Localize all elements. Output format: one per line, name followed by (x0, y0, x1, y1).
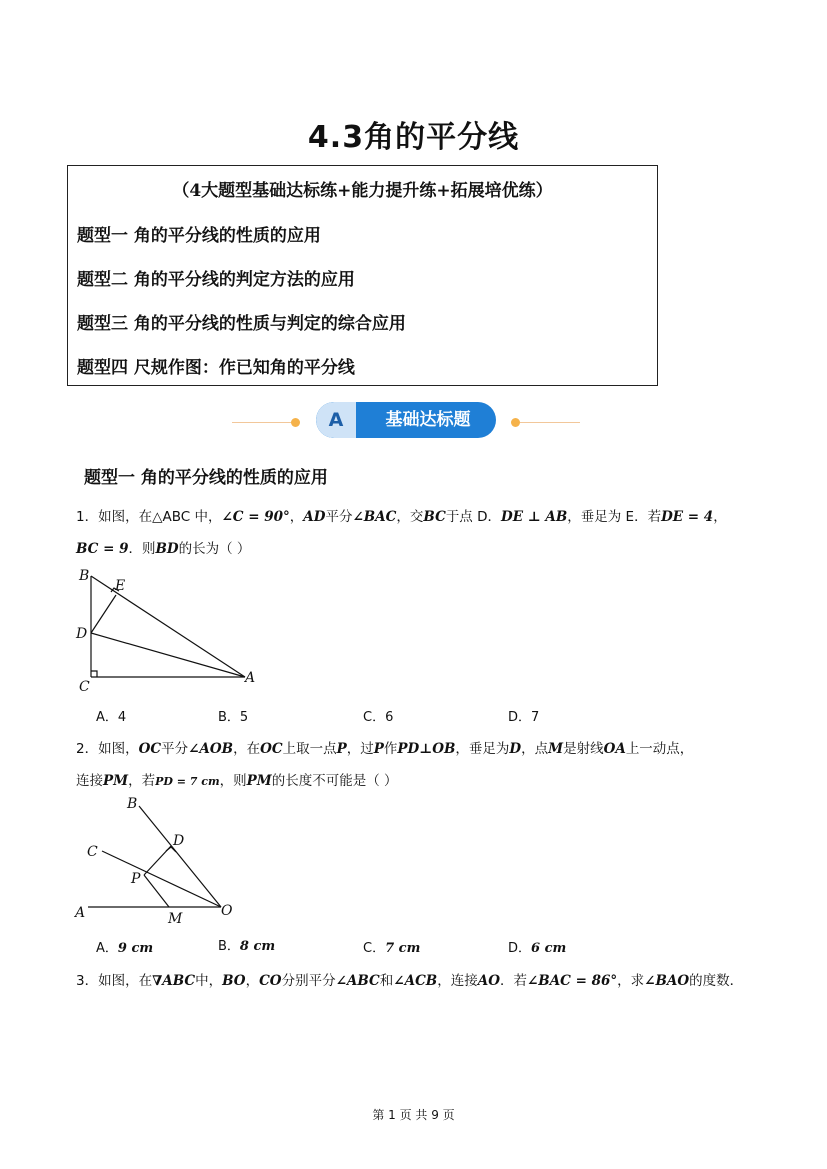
q1-text: 1．如图，在△ABC 中， (76, 509, 222, 525)
q2-math: ∠AOB (188, 741, 234, 757)
q2-text: 2．如图， (76, 741, 139, 757)
question-1-line-1 (76, 505, 727, 525)
figure-1 (70, 562, 270, 697)
q2-text: 连接 (76, 773, 103, 789)
fig1-label-b: B (79, 568, 90, 584)
q1-math: BC (423, 509, 446, 525)
q1-math: DE = 4 (661, 509, 714, 525)
q1-math: DE ⊥ AB (501, 509, 568, 525)
q2-text: 作 (383, 741, 398, 757)
q3-text: ，连接 (437, 973, 478, 989)
question-2-line-1 (76, 737, 693, 757)
fig1-label-d: D (76, 626, 88, 642)
q3-math: ∠BAO (644, 973, 690, 989)
q2-text: 上一动点， (625, 741, 694, 757)
fig2-label-m: M (168, 911, 183, 927)
q2-math: P (373, 741, 384, 757)
page-title: 4.3角的平分线 (307, 120, 520, 155)
q3-text: ，求 (617, 973, 645, 989)
q2-text: ，若 (128, 773, 156, 789)
q2-math: OA (603, 741, 626, 757)
q1-math: AD (303, 509, 326, 525)
q2-math: PD = 7 cm (155, 775, 220, 788)
q2-text: ，在 (233, 741, 261, 757)
q2-option-letter: D． (508, 941, 532, 956)
fig1-right-angle-c (91, 671, 97, 677)
fig2-label-d: D (173, 833, 185, 849)
fig2-ray-ob (139, 806, 221, 907)
q2-option-letter: A． (96, 941, 118, 956)
section-heading: 题型一 角的平分线的性质的应用 (84, 468, 328, 488)
question-3-line-1 (76, 969, 743, 989)
q1-text: 平分 (325, 509, 353, 525)
banner-letter: A (316, 402, 356, 438)
banner-right-dot (511, 418, 520, 427)
fig1-segment-de (91, 595, 116, 633)
q2-option-letter: C． (363, 941, 386, 956)
question-1-line-2 (76, 537, 250, 557)
q2-option-c (363, 937, 420, 956)
fig2-label-a: A (75, 905, 86, 921)
q2-option-value: 9 cm (117, 941, 154, 956)
q2-option-letter: B． (218, 939, 240, 954)
q1-math: BD (155, 541, 179, 557)
banner-right-line (520, 422, 580, 423)
q2-math: P (336, 741, 347, 757)
q1-option-d: D．7 (508, 710, 540, 725)
q2-option-b (218, 935, 275, 954)
q2-math: D (509, 741, 522, 757)
question-2-line-2 (76, 769, 398, 789)
q3-text: 的度数． (689, 973, 744, 989)
q1-math: ∠BAC (352, 509, 397, 525)
q1-text: ， (289, 509, 304, 525)
fig1-label-c: C (79, 679, 90, 695)
banner-left-line (232, 422, 292, 423)
q2-text: 的长度不可能是（ ） (271, 773, 398, 789)
q2-text: ，垂足为 (455, 741, 510, 757)
q1-option-b: B．5 (218, 710, 249, 725)
fig2-label-p: P (131, 871, 141, 887)
banner-left-dot (291, 418, 300, 427)
q3-math: CO (259, 973, 282, 989)
q3-math: ∠ABC (335, 973, 380, 989)
figure-2 (70, 793, 250, 928)
q2-text: 是射线 (563, 741, 604, 757)
fig2-label-c: C (87, 844, 98, 860)
fig2-ray-oc (102, 851, 221, 907)
q3-text: 和 (379, 973, 394, 989)
q2-text: ，则 (219, 773, 247, 789)
banner-label: 基础达标题 (385, 410, 471, 430)
section-banner (316, 402, 496, 438)
q2-option-value: 7 cm (385, 941, 421, 956)
q1-option-c: C．6 (363, 710, 394, 725)
topic-item: 题型四 尺规作图：作已知角的平分线 (77, 358, 355, 378)
q2-option-value: 8 cm (239, 939, 276, 954)
q3-math: BO (222, 973, 246, 989)
fig2-segment-pm (144, 875, 169, 907)
q3-math: ∠BAC = 86° (526, 973, 618, 989)
topic-box-subtitle: （4大题型基础达标练+能力提升练+拓展培优练） (172, 181, 553, 201)
fig2-label-b: B (127, 796, 138, 812)
q2-option-a (96, 937, 153, 956)
q2-math: PM (246, 773, 272, 789)
q2-math: PM (103, 773, 129, 789)
fig1-label-a: A (245, 670, 256, 686)
page-footer: 第 1 页 共 9 页 (372, 1108, 455, 1122)
q1-text: ．则 (128, 541, 156, 557)
q2-option-d (508, 937, 566, 956)
q2-math: M (548, 741, 564, 757)
q3-text: ， (245, 973, 260, 989)
q3-math: AO (477, 973, 500, 989)
fig2-label-o: O (221, 903, 233, 919)
q1-text: ， (713, 509, 727, 525)
q2-math: PD⊥OB (397, 741, 456, 757)
q2-text: ，点 (521, 741, 549, 757)
fig1-label-e: E (115, 578, 126, 594)
topic-box (67, 165, 658, 386)
q3-math: ∇ABC (152, 973, 196, 989)
q3-text: 分别平分 (281, 973, 336, 989)
q3-text: 中， (195, 973, 223, 989)
q1-text: ，垂足为 E．若 (567, 509, 662, 525)
topic-item: 题型三 角的平分线的性质与判定的综合应用 (77, 314, 406, 334)
q3-text: 3．如图，在 (76, 973, 153, 989)
q1-math: BC = 9 (76, 541, 129, 557)
q2-text: 平分 (161, 741, 189, 757)
q1-math: ∠C = 90° (221, 509, 290, 525)
q1-text: 的长为（ ） (178, 541, 251, 557)
fig1-segment-da (91, 633, 245, 677)
q2-text: ，过 (346, 741, 374, 757)
q3-math: ∠ACB (393, 973, 438, 989)
q3-text: ．若 (499, 973, 527, 989)
q2-option-value: 6 cm (531, 941, 567, 956)
q1-text: ，交 (396, 509, 424, 525)
q2-text: 上取一点 (282, 741, 337, 757)
q1-text: 于点 D． (445, 509, 501, 525)
topic-item: 题型一 角的平分线的性质的应用 (77, 226, 321, 246)
q2-math: OC (138, 741, 162, 757)
q2-math: OC (260, 741, 283, 757)
topic-item: 题型二 角的平分线的判定方法的应用 (77, 270, 355, 290)
q1-option-a: A．4 (96, 710, 127, 725)
